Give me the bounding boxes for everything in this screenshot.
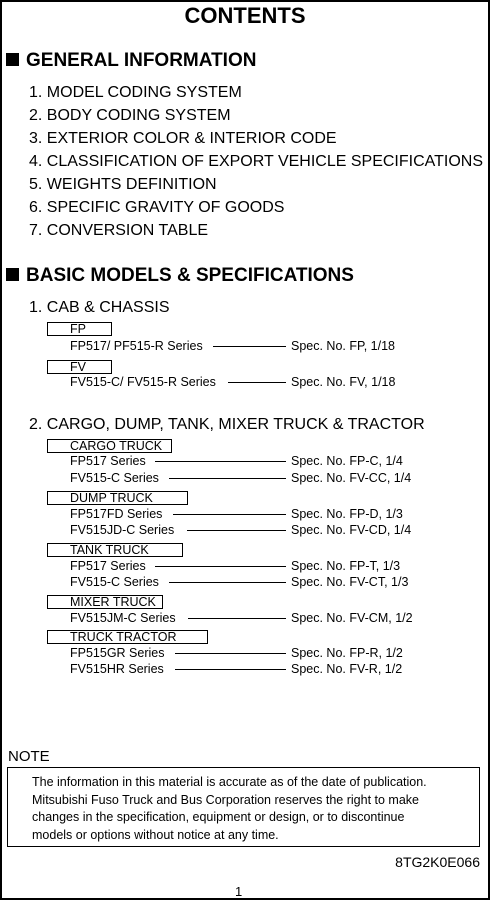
series-name: FP517/ PF515-R Series <box>70 339 203 353</box>
series-name: FV515JD-C Series <box>70 523 175 537</box>
leader-line <box>187 530 286 531</box>
spec-link[interactable]: Spec. No. FV-CD, 1/4 <box>291 523 412 537</box>
square-bullet-icon <box>6 53 19 66</box>
series-name: FP517FD Series <box>70 507 163 521</box>
note-line: Mitsubishi Fuso Truck and Bus Corporation reserves the right to make <box>32 792 419 807</box>
spec-link[interactable]: Spec. No. FV-CM, 1/2 <box>291 611 413 625</box>
square-bullet-icon <box>6 268 19 281</box>
leader-line <box>173 514 286 515</box>
series-name: FV515-C Series <box>70 471 159 485</box>
leader-line <box>169 478 286 479</box>
toc-item[interactable]: 7. CONVERSION TABLE <box>29 222 209 239</box>
group-label-cargo-truck: CARGO TRUCK <box>47 439 172 453</box>
section-heading-general-text: GENERAL INFORMATION <box>26 50 257 71</box>
leader-line <box>155 566 286 567</box>
leader-line <box>175 653 286 654</box>
toc-item[interactable]: 4. CLASSIFICATION OF EXPORT VEHICLE SPECIFICATIONS <box>29 153 484 170</box>
spec-link[interactable]: Spec. No. FV-CC, 1/4 <box>291 471 412 485</box>
series-name: FV515JM-C Series <box>70 611 176 625</box>
note-line: changes in the specification, equipment or design, or to discontinue <box>32 810 405 824</box>
toc-item[interactable]: 2. BODY CODING SYSTEM <box>29 107 231 124</box>
document-code: 8TG2K0E066 <box>395 854 480 870</box>
spec-link[interactable]: Spec. No. FP-C, 1/4 <box>291 454 403 468</box>
section-heading-basic <box>6 265 354 287</box>
page-number: 1 <box>235 884 243 899</box>
section-heading-general <box>6 50 256 72</box>
group-label-fp: FP <box>47 322 112 336</box>
group-label-fv: FV <box>47 360 112 374</box>
toc-item[interactable]: 6. SPECIFIC GRAVITY OF GOODS <box>29 199 285 216</box>
spec-link[interactable]: Spec. No. FV-R, 1/2 <box>291 662 403 676</box>
toc-item[interactable]: 3. EXTERIOR COLOR & INTERIOR CODE <box>29 130 337 147</box>
leader-line <box>228 382 286 383</box>
leader-line <box>169 582 286 583</box>
group-label-mixer-truck: MIXER TRUCK <box>47 595 163 609</box>
note-label: NOTE <box>8 748 50 765</box>
leader-line <box>155 461 286 462</box>
section-heading-basic-text: BASIC MODELS & SPECIFICATIONS <box>26 265 354 286</box>
toc-item[interactable]: 1. MODEL CODING SYSTEM <box>29 84 242 101</box>
toc-item[interactable]: 5. WEIGHTS DEFINITION <box>29 176 217 193</box>
spec-link[interactable]: Spec. No. FV-CT, 1/3 <box>291 575 409 589</box>
series-name: FP515GR Series <box>70 646 165 660</box>
series-name: FP517 Series <box>70 559 146 573</box>
subsection-title-cargo[interactable]: 2. CARGO, DUMP, TANK, MIXER TRUCK & TRACTOR <box>29 416 425 433</box>
leader-line <box>188 618 286 619</box>
group-label-tank-truck: TANK TRUCK <box>47 543 183 557</box>
series-name: FV515-C Series <box>70 575 159 589</box>
subsection-title-cab[interactable]: 1. CAB & CHASSIS <box>29 299 170 316</box>
leader-line <box>213 346 286 347</box>
page-title: CONTENTS <box>184 3 306 28</box>
group-label-truck-tractor: TRUCK TRACTOR <box>47 630 208 644</box>
note-line: models or options without notice at any time. <box>32 827 279 842</box>
note-box <box>7 767 480 847</box>
spec-link[interactable]: Spec. No. FV, 1/18 <box>291 375 396 389</box>
group-label-dump-truck: DUMP TRUCK <box>47 491 188 505</box>
note-line: The information in this material is accurate as of the date of publication. <box>32 775 427 789</box>
series-name: FV515-C/ FV515-R Series <box>70 375 216 389</box>
series-name: FP517 Series <box>70 454 146 468</box>
spec-link[interactable]: Spec. No. FP-D, 1/3 <box>291 507 403 521</box>
spec-link[interactable]: Spec. No. FP-T, 1/3 <box>291 559 401 573</box>
spec-link[interactable]: Spec. No. FP-R, 1/2 <box>291 646 403 660</box>
spec-link[interactable]: Spec. No. FP, 1/18 <box>291 339 395 353</box>
series-name: FV515HR Series <box>70 662 164 676</box>
leader-line <box>175 669 286 670</box>
